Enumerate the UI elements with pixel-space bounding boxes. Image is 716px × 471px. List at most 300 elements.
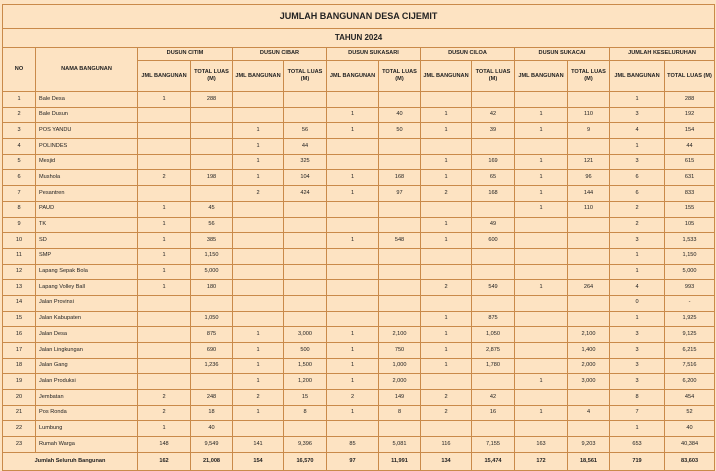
table-cell bbox=[568, 92, 610, 108]
table-cell: 9,203 bbox=[568, 437, 610, 453]
table-row bbox=[3, 327, 715, 343]
table-cell: 1 bbox=[421, 343, 472, 359]
total-cell: 18,561 bbox=[568, 452, 610, 470]
table-cell bbox=[421, 139, 472, 155]
table-cell bbox=[379, 217, 421, 233]
header-jml-bangunan: JML BANGUNAN bbox=[233, 61, 284, 92]
table-cell: 6,215 bbox=[665, 343, 715, 359]
header-total-luas: TOTAL LUAS (M) bbox=[379, 61, 421, 92]
table-cell: 192 bbox=[665, 107, 715, 123]
table-cell: 1,400 bbox=[568, 343, 610, 359]
table-cell bbox=[379, 264, 421, 280]
table-cell bbox=[472, 139, 515, 155]
table-cell: 2 bbox=[233, 186, 284, 202]
table-cell: 325 bbox=[284, 154, 327, 170]
table-row bbox=[3, 405, 715, 421]
table-cell bbox=[472, 295, 515, 311]
building-name: Jalan Lingkungan bbox=[36, 343, 138, 359]
table-cell bbox=[284, 295, 327, 311]
table-cell bbox=[379, 248, 421, 264]
row-number: 10 bbox=[3, 233, 36, 249]
table-cell: 1,780 bbox=[472, 358, 515, 374]
table-cell: 1 bbox=[515, 123, 568, 139]
table-cell bbox=[284, 92, 327, 108]
table-cell: 1 bbox=[233, 139, 284, 155]
table-cell bbox=[421, 201, 472, 217]
table-cell: 44 bbox=[284, 139, 327, 155]
table-cell: 1 bbox=[233, 154, 284, 170]
table-cell bbox=[379, 280, 421, 296]
table-cell bbox=[327, 264, 379, 280]
table-cell: 1 bbox=[515, 374, 568, 390]
table-cell: 875 bbox=[191, 327, 233, 343]
total-label: Jumlah Seluruh Bangunan bbox=[3, 452, 138, 470]
table-row bbox=[3, 374, 715, 390]
table-cell: 7 bbox=[610, 405, 665, 421]
table-cell bbox=[138, 358, 191, 374]
building-name: Jembatan bbox=[36, 390, 138, 406]
row-number: 2 bbox=[3, 107, 36, 123]
table-cell: 2 bbox=[610, 201, 665, 217]
table-cell: 264 bbox=[568, 280, 610, 296]
building-name: Bale Desa bbox=[36, 92, 138, 108]
table-cell: 3 bbox=[610, 358, 665, 374]
table-cell: 56 bbox=[284, 123, 327, 139]
table-cell bbox=[138, 139, 191, 155]
table-cell: 1 bbox=[421, 233, 472, 249]
table-cell: 1 bbox=[138, 92, 191, 108]
table-cell: 1,150 bbox=[191, 248, 233, 264]
table-cell bbox=[379, 201, 421, 217]
table-cell: 1 bbox=[421, 107, 472, 123]
building-table bbox=[2, 4, 715, 471]
table-cell: 1 bbox=[138, 248, 191, 264]
table-cell bbox=[379, 139, 421, 155]
table-cell: 6 bbox=[610, 186, 665, 202]
table-cell: 1 bbox=[327, 374, 379, 390]
table-row bbox=[3, 186, 715, 202]
table-cell bbox=[233, 280, 284, 296]
table-cell bbox=[472, 421, 515, 437]
table-cell bbox=[191, 154, 233, 170]
row-number: 4 bbox=[3, 139, 36, 155]
table-cell: 9 bbox=[568, 123, 610, 139]
table-cell: 5,081 bbox=[379, 437, 421, 453]
table-cell bbox=[191, 295, 233, 311]
table-cell bbox=[327, 92, 379, 108]
building-name: Jalan Gang bbox=[36, 358, 138, 374]
row-number: 22 bbox=[3, 421, 36, 437]
table-cell: 4 bbox=[610, 123, 665, 139]
row-number: 23 bbox=[3, 437, 36, 453]
building-name: Bale Dusun bbox=[36, 107, 138, 123]
row-number: 13 bbox=[3, 280, 36, 296]
table-cell: 1 bbox=[610, 139, 665, 155]
table-cell: 121 bbox=[568, 154, 610, 170]
building-name: Lapang Volley Ball bbox=[36, 280, 138, 296]
header-dusun-citim: DUSUN CITIM bbox=[138, 48, 233, 61]
table-body bbox=[3, 92, 715, 453]
table-cell: 424 bbox=[284, 186, 327, 202]
table-cell bbox=[379, 295, 421, 311]
table-row bbox=[3, 358, 715, 374]
table-cell bbox=[421, 264, 472, 280]
total-cell: 134 bbox=[421, 452, 472, 470]
table-cell: 104 bbox=[284, 170, 327, 186]
table-cell: 1,200 bbox=[284, 374, 327, 390]
table-cell: 1 bbox=[138, 233, 191, 249]
table-cell bbox=[472, 201, 515, 217]
building-name: SD bbox=[36, 233, 138, 249]
building-name: Jalan Kabupaten bbox=[36, 311, 138, 327]
header-dusun-sukacai: DUSUN SUKACAI bbox=[515, 48, 610, 61]
building-name: Jalan Produksi bbox=[36, 374, 138, 390]
table-cell bbox=[421, 295, 472, 311]
table-cell bbox=[568, 311, 610, 327]
row-number: 11 bbox=[3, 248, 36, 264]
table-cell bbox=[515, 390, 568, 406]
table-cell bbox=[284, 233, 327, 249]
table-cell bbox=[472, 248, 515, 264]
table-cell bbox=[191, 123, 233, 139]
table-cell bbox=[568, 217, 610, 233]
table-cell: 5,000 bbox=[665, 264, 715, 280]
table-cell: - bbox=[665, 295, 715, 311]
table-cell: 2 bbox=[421, 405, 472, 421]
table-cell: 65 bbox=[472, 170, 515, 186]
table-cell: 690 bbox=[191, 343, 233, 359]
table-cell: 1 bbox=[421, 311, 472, 327]
table-cell: 149 bbox=[379, 390, 421, 406]
table-cell: 288 bbox=[665, 92, 715, 108]
table-cell: 3 bbox=[610, 374, 665, 390]
table-cell bbox=[284, 264, 327, 280]
building-table-container bbox=[2, 4, 714, 471]
table-row bbox=[3, 295, 715, 311]
table-cell: 42 bbox=[472, 390, 515, 406]
table-cell bbox=[515, 139, 568, 155]
table-cell: 39 bbox=[472, 123, 515, 139]
row-number: 12 bbox=[3, 264, 36, 280]
total-cell: 16,570 bbox=[284, 452, 327, 470]
total-cell: 172 bbox=[515, 452, 568, 470]
table-cell bbox=[138, 123, 191, 139]
table-cell bbox=[379, 92, 421, 108]
row-number: 18 bbox=[3, 358, 36, 374]
table-cell: 40,384 bbox=[665, 437, 715, 453]
table-cell bbox=[515, 295, 568, 311]
table-cell: 875 bbox=[472, 311, 515, 327]
building-name: Jalan Desa bbox=[36, 327, 138, 343]
table-cell: 141 bbox=[233, 437, 284, 453]
table-cell bbox=[138, 107, 191, 123]
table-cell: 1 bbox=[233, 170, 284, 186]
table-cell: 1 bbox=[327, 123, 379, 139]
table-cell bbox=[568, 295, 610, 311]
table-cell bbox=[233, 233, 284, 249]
table-cell: 0 bbox=[610, 295, 665, 311]
table-cell: 85 bbox=[327, 437, 379, 453]
table-cell: 1 bbox=[610, 264, 665, 280]
row-number: 5 bbox=[3, 154, 36, 170]
table-cell: 2,100 bbox=[379, 327, 421, 343]
row-number: 3 bbox=[3, 123, 36, 139]
row-number: 21 bbox=[3, 405, 36, 421]
table-cell: 8 bbox=[610, 390, 665, 406]
header-total-luas: TOTAL LUAS (M) bbox=[284, 61, 327, 92]
table-cell: 1 bbox=[233, 405, 284, 421]
table-cell bbox=[421, 92, 472, 108]
table-cell: 549 bbox=[472, 280, 515, 296]
table-cell: 1 bbox=[138, 264, 191, 280]
table-cell: 2,875 bbox=[472, 343, 515, 359]
header-total-luas: TOTAL LUAS (M) bbox=[472, 61, 515, 92]
building-name: Lapang Sepak Bola bbox=[36, 264, 138, 280]
table-cell: 500 bbox=[284, 343, 327, 359]
table-cell bbox=[327, 154, 379, 170]
table-cell: 1 bbox=[515, 107, 568, 123]
table-cell: 15 bbox=[284, 390, 327, 406]
table-row bbox=[3, 421, 715, 437]
table-cell: 198 bbox=[191, 170, 233, 186]
table-cell: 40 bbox=[665, 421, 715, 437]
table-cell bbox=[472, 92, 515, 108]
row-number: 9 bbox=[3, 217, 36, 233]
total-cell: 21,008 bbox=[191, 452, 233, 470]
table-cell: 1 bbox=[421, 170, 472, 186]
table-cell: 1,050 bbox=[191, 311, 233, 327]
table-cell: 1 bbox=[138, 201, 191, 217]
table-cell: 2,100 bbox=[568, 327, 610, 343]
table-year: TAHUN 2024 bbox=[3, 29, 715, 48]
table-cell: 1,925 bbox=[665, 311, 715, 327]
table-cell: 631 bbox=[665, 170, 715, 186]
table-cell bbox=[233, 248, 284, 264]
table-cell bbox=[379, 421, 421, 437]
row-number: 6 bbox=[3, 170, 36, 186]
table-cell: 3 bbox=[610, 343, 665, 359]
table-cell: 168 bbox=[379, 170, 421, 186]
table-cell bbox=[138, 327, 191, 343]
total-cell: 83,603 bbox=[665, 452, 715, 470]
table-cell bbox=[327, 217, 379, 233]
building-name: POLINDES bbox=[36, 139, 138, 155]
table-row bbox=[3, 154, 715, 170]
table-cell: 9,396 bbox=[284, 437, 327, 453]
table-cell bbox=[327, 421, 379, 437]
total-cell: 15,474 bbox=[472, 452, 515, 470]
table-cell: 1 bbox=[610, 311, 665, 327]
table-cell bbox=[421, 421, 472, 437]
table-cell: 615 bbox=[665, 154, 715, 170]
table-cell: 105 bbox=[665, 217, 715, 233]
table-cell: 1 bbox=[327, 358, 379, 374]
table-cell: 1 bbox=[233, 374, 284, 390]
table-cell bbox=[472, 374, 515, 390]
table-cell bbox=[233, 264, 284, 280]
header-jml-bangunan: JML BANGUNAN bbox=[327, 61, 379, 92]
table-cell bbox=[284, 217, 327, 233]
header-jml-bangunan: JML BANGUNAN bbox=[610, 61, 665, 92]
total-cell: 162 bbox=[138, 452, 191, 470]
table-row bbox=[3, 248, 715, 264]
table-cell: 116 bbox=[421, 437, 472, 453]
table-cell bbox=[327, 311, 379, 327]
header-no: NO bbox=[3, 48, 36, 92]
table-cell bbox=[138, 295, 191, 311]
row-number: 8 bbox=[3, 201, 36, 217]
table-cell: 2 bbox=[138, 170, 191, 186]
table-cell bbox=[233, 311, 284, 327]
table-cell bbox=[138, 374, 191, 390]
table-cell: 148 bbox=[138, 437, 191, 453]
table-cell: 18 bbox=[191, 405, 233, 421]
table-cell: 1 bbox=[421, 154, 472, 170]
table-cell bbox=[421, 374, 472, 390]
table-cell: 1 bbox=[327, 327, 379, 343]
building-name: Rumah Warga bbox=[36, 437, 138, 453]
row-number: 14 bbox=[3, 295, 36, 311]
table-cell bbox=[327, 248, 379, 264]
table-cell: 385 bbox=[191, 233, 233, 249]
header-jumlah-keseluruhan: JUMLAH KESELURUHAN bbox=[610, 48, 715, 61]
table-cell bbox=[284, 248, 327, 264]
table-cell: 1 bbox=[327, 186, 379, 202]
table-cell: 750 bbox=[379, 343, 421, 359]
table-cell: 1 bbox=[233, 123, 284, 139]
table-cell: 3,000 bbox=[568, 374, 610, 390]
building-name: PAUD bbox=[36, 201, 138, 217]
table-cell bbox=[568, 390, 610, 406]
table-cell: 1 bbox=[233, 343, 284, 359]
table-cell: 600 bbox=[472, 233, 515, 249]
table-cell bbox=[191, 107, 233, 123]
table-cell: 96 bbox=[568, 170, 610, 186]
table-cell: 3 bbox=[610, 233, 665, 249]
table-row bbox=[3, 217, 715, 233]
table-cell: 7,516 bbox=[665, 358, 715, 374]
table-cell bbox=[138, 343, 191, 359]
table-cell: 155 bbox=[665, 201, 715, 217]
table-cell bbox=[233, 107, 284, 123]
table-cell: 1 bbox=[327, 233, 379, 249]
header-nama-bangunan: NAMA BANGUNAN bbox=[36, 48, 138, 92]
header-total-luas: TOTAL LUAS (M) bbox=[568, 61, 610, 92]
table-cell: 1 bbox=[327, 170, 379, 186]
header-jml-bangunan: JML BANGUNAN bbox=[515, 61, 568, 92]
table-cell: 40 bbox=[191, 421, 233, 437]
table-cell bbox=[379, 311, 421, 327]
table-cell bbox=[284, 311, 327, 327]
table-cell: 6 bbox=[610, 170, 665, 186]
table-cell: 1 bbox=[138, 421, 191, 437]
table-cell bbox=[284, 201, 327, 217]
table-cell: 97 bbox=[379, 186, 421, 202]
table-cell bbox=[515, 327, 568, 343]
table-cell: 1 bbox=[138, 280, 191, 296]
table-cell: 3 bbox=[610, 327, 665, 343]
table-cell: 288 bbox=[191, 92, 233, 108]
table-cell: 1 bbox=[610, 248, 665, 264]
table-cell bbox=[421, 248, 472, 264]
table-cell: 548 bbox=[379, 233, 421, 249]
table-cell bbox=[515, 358, 568, 374]
table-row bbox=[3, 311, 715, 327]
building-name: Jalan Provinsi bbox=[36, 295, 138, 311]
table-cell: 3 bbox=[610, 154, 665, 170]
row-number: 7 bbox=[3, 186, 36, 202]
table-cell: 169 bbox=[472, 154, 515, 170]
table-row bbox=[3, 107, 715, 123]
table-cell bbox=[379, 154, 421, 170]
table-cell bbox=[138, 186, 191, 202]
table-cell: 110 bbox=[568, 107, 610, 123]
table-cell: 1 bbox=[421, 327, 472, 343]
table-cell: 1 bbox=[515, 154, 568, 170]
table-cell bbox=[233, 217, 284, 233]
table-cell bbox=[515, 92, 568, 108]
table-cell: 50 bbox=[379, 123, 421, 139]
table-cell bbox=[327, 295, 379, 311]
table-cell: 653 bbox=[610, 437, 665, 453]
table-cell: 1 bbox=[138, 217, 191, 233]
table-cell: 168 bbox=[472, 186, 515, 202]
table-row bbox=[3, 390, 715, 406]
building-name: SMP bbox=[36, 248, 138, 264]
row-number: 19 bbox=[3, 374, 36, 390]
table-cell: 2,000 bbox=[568, 358, 610, 374]
table-cell: 2 bbox=[138, 390, 191, 406]
row-number: 15 bbox=[3, 311, 36, 327]
building-name: Mesjid bbox=[36, 154, 138, 170]
building-name: TK bbox=[36, 217, 138, 233]
table-cell: 833 bbox=[665, 186, 715, 202]
table-cell: 40 bbox=[379, 107, 421, 123]
table-cell bbox=[327, 139, 379, 155]
table-cell bbox=[568, 233, 610, 249]
table-cell bbox=[515, 343, 568, 359]
table-cell: 1,000 bbox=[379, 358, 421, 374]
table-cell bbox=[515, 311, 568, 327]
table-cell: 1 bbox=[421, 358, 472, 374]
table-cell: 1,533 bbox=[665, 233, 715, 249]
header-dusun-ciloa: DUSUN CILOA bbox=[421, 48, 515, 61]
table-cell: 1 bbox=[515, 186, 568, 202]
table-cell: 4 bbox=[610, 280, 665, 296]
table-row bbox=[3, 123, 715, 139]
table-cell: 2 bbox=[610, 217, 665, 233]
header-dusun-cibar: DUSUN CIBAR bbox=[233, 48, 327, 61]
table-cell: 454 bbox=[665, 390, 715, 406]
building-name: Pesantren bbox=[36, 186, 138, 202]
table-cell: 1 bbox=[610, 92, 665, 108]
table-cell: 248 bbox=[191, 390, 233, 406]
table-row bbox=[3, 437, 715, 453]
table-cell: 2,000 bbox=[379, 374, 421, 390]
table-cell bbox=[138, 154, 191, 170]
table-cell: 1,050 bbox=[472, 327, 515, 343]
header-dusun-sukasari: DUSUN SUKASARI bbox=[327, 48, 421, 61]
table-cell bbox=[191, 139, 233, 155]
total-cell: 154 bbox=[233, 452, 284, 470]
table-row bbox=[3, 280, 715, 296]
table-cell: 1 bbox=[515, 280, 568, 296]
header-total-luas: TOTAL LUAS (M) bbox=[665, 61, 715, 92]
row-number: 17 bbox=[3, 343, 36, 359]
table-cell bbox=[233, 201, 284, 217]
building-name: Lumbung bbox=[36, 421, 138, 437]
building-name: Mushola bbox=[36, 170, 138, 186]
